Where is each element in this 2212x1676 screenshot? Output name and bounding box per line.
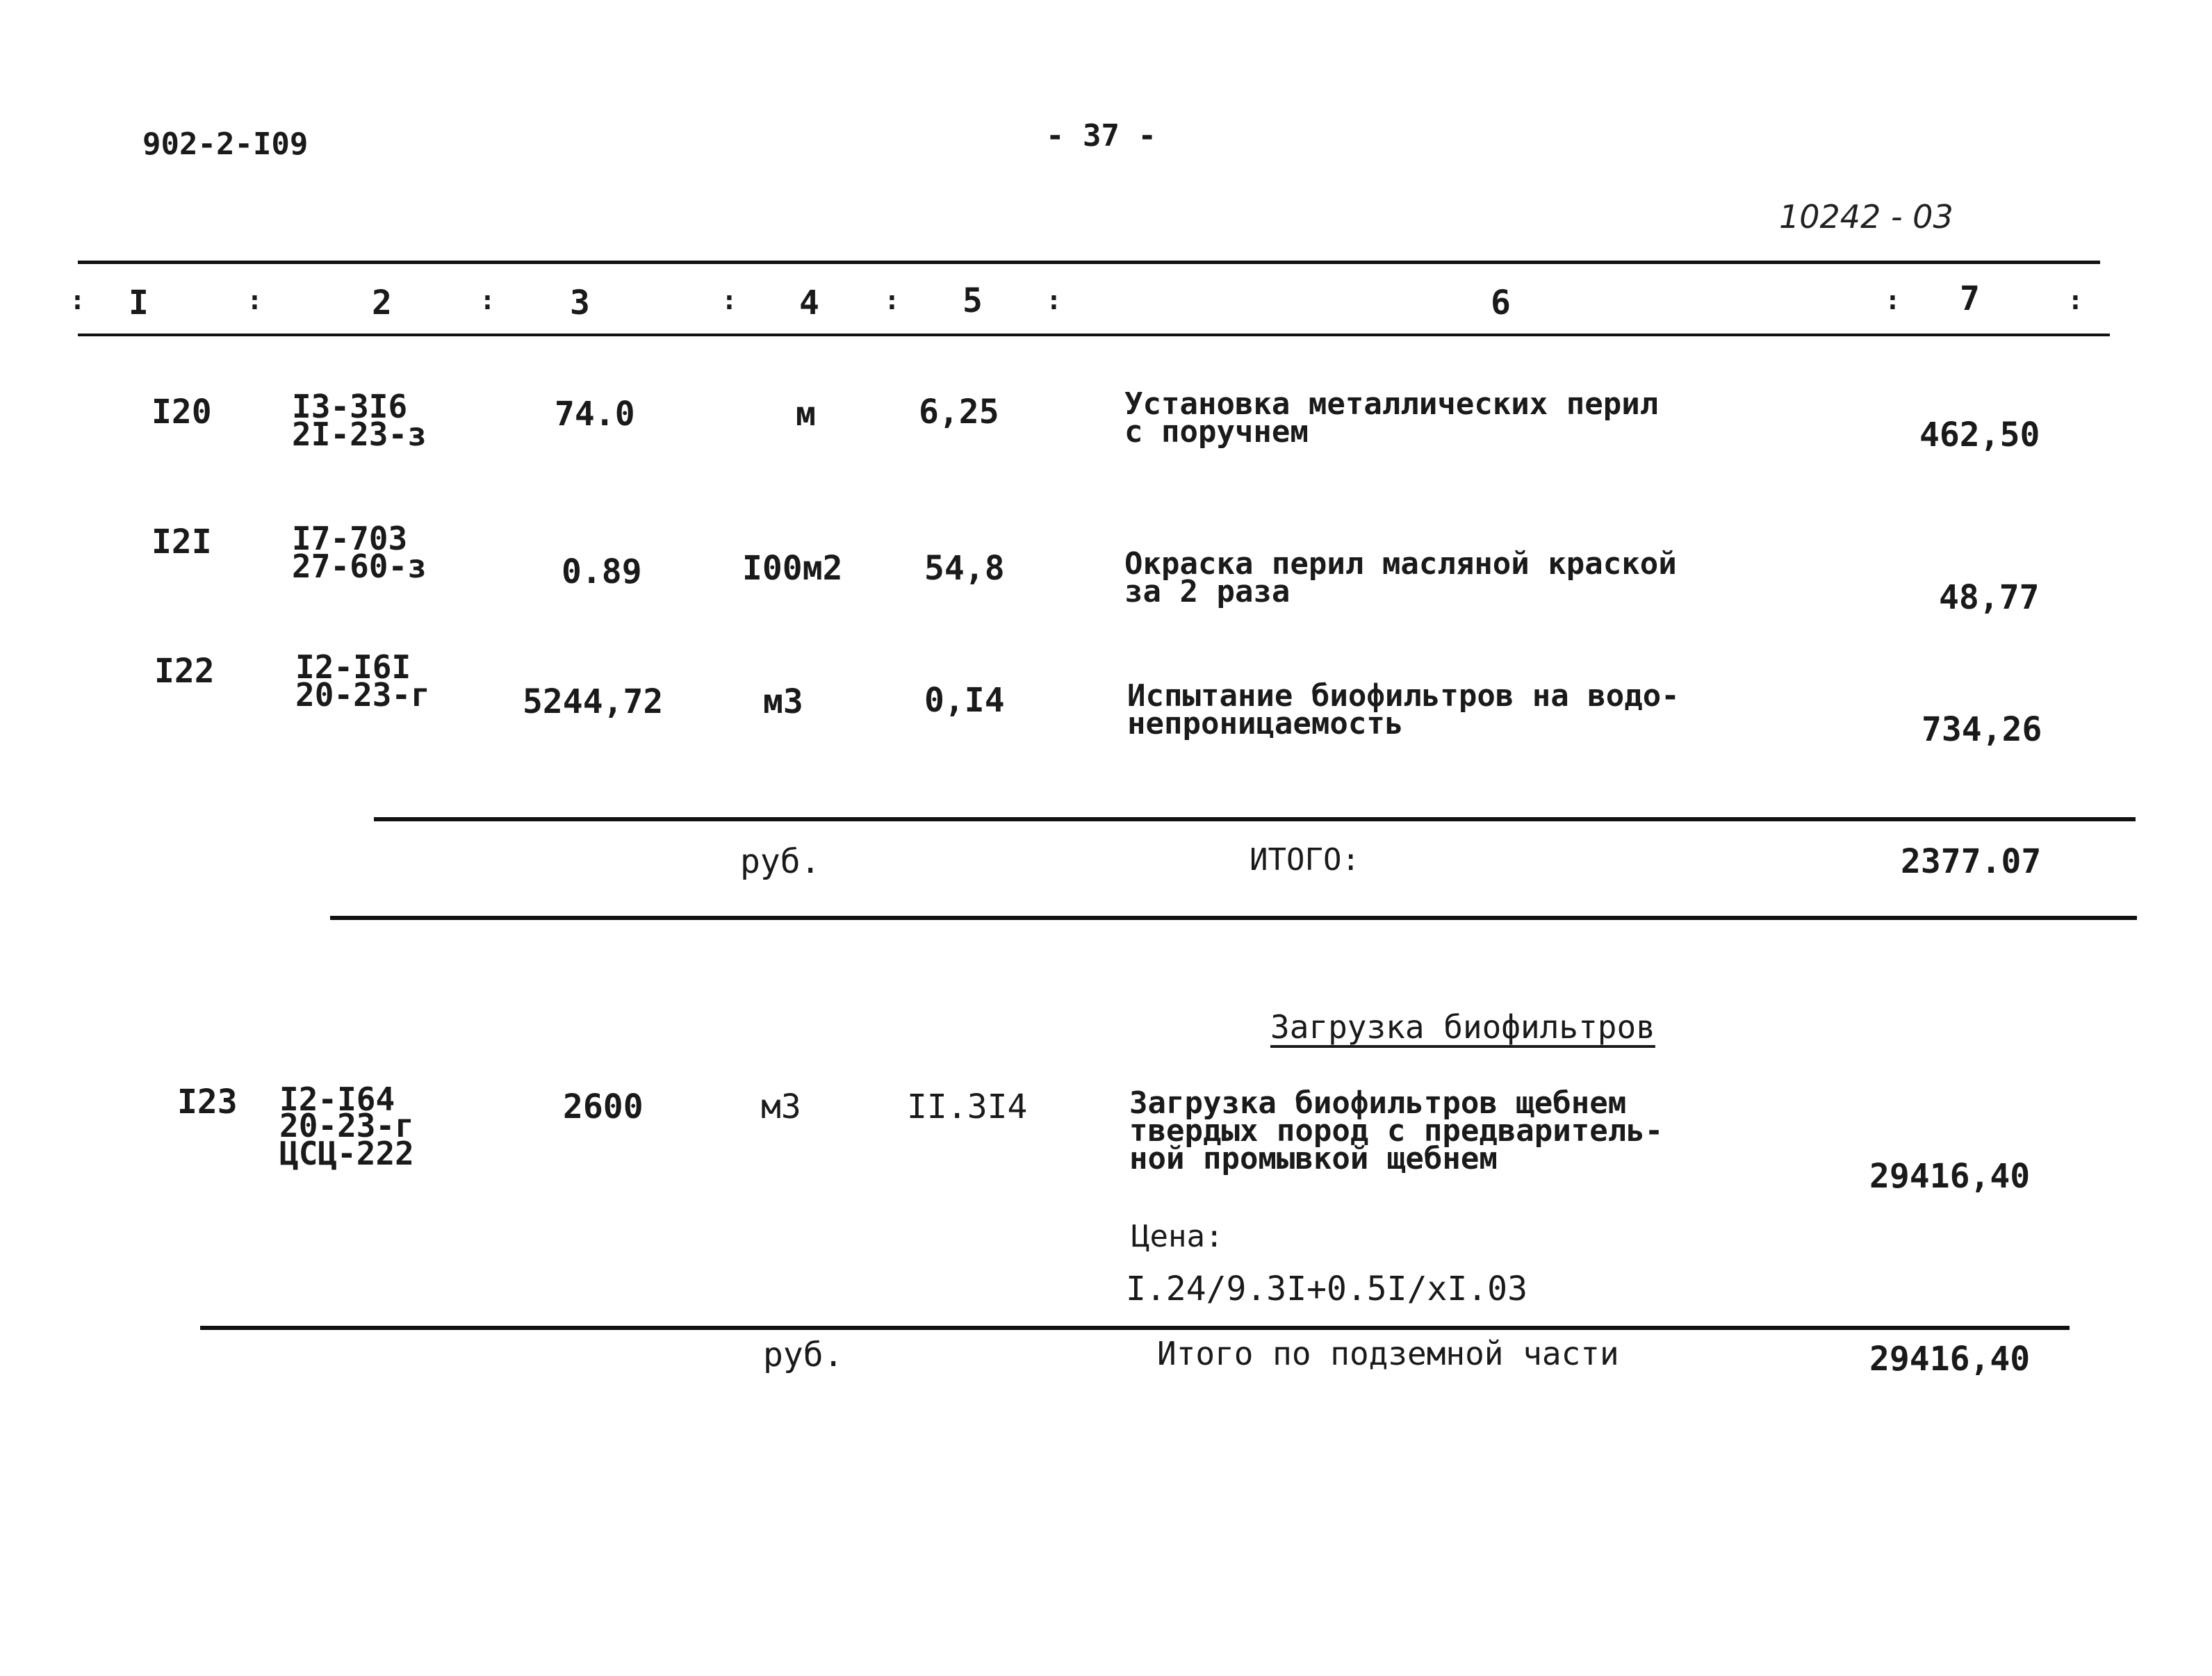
description-line: ной промывкой щебнем (1129, 1141, 1498, 1176)
row-code-2: 27-60-з (292, 548, 427, 585)
col-separator: : (1885, 285, 1901, 315)
row-description (1127, 678, 1680, 741)
row-code-3: ЦСЦ-222 (279, 1135, 414, 1172)
subtotal-unit: руб. (740, 842, 821, 881)
col-separator: : (247, 285, 263, 315)
row-number: I2I (151, 523, 212, 561)
description-line: Загрузка биофильтров щебнем (1129, 1085, 1627, 1121)
column-header-4: 4 (799, 284, 819, 322)
description-line: за 2 раза (1124, 574, 1291, 609)
col-separator: : (69, 285, 85, 315)
row-total: 734,26 (1922, 710, 2042, 749)
row-quantity: 74.0 (555, 395, 635, 434)
col-separator: : (884, 285, 900, 315)
row-number: I20 (151, 393, 212, 432)
subtotal-value: 2377.07 (1901, 842, 2042, 881)
grand-total-unit: руб. (763, 1336, 844, 1374)
row-code-1: I2-I64 (279, 1081, 395, 1118)
row-unit: I00м2 (742, 549, 843, 588)
document-number: 902-2-I09 (142, 126, 309, 162)
table-top-rule (78, 261, 2100, 264)
description-line: твердых пород с предваритель- (1129, 1113, 1664, 1149)
row-total: 462,50 (1919, 416, 2040, 454)
row-number: I23 (177, 1083, 238, 1122)
row-quantity: 0.89 (562, 552, 642, 591)
column-header-6: 6 (1491, 284, 1511, 322)
column-header-2: 2 (372, 284, 392, 322)
description-line: непроницаемость (1127, 706, 1404, 741)
col-separator: : (1046, 285, 1062, 315)
col-separator: : (480, 285, 495, 315)
row-description (1124, 546, 1677, 609)
row-unit-price: II.3I4 (907, 1087, 1028, 1126)
table-header-rule (78, 334, 2110, 336)
column-header-7: 7 (1960, 279, 1980, 318)
row-code-1: I2-I6I (295, 648, 411, 686)
column-header-3: 3 (570, 284, 590, 322)
subtotal-bottom-rule (330, 916, 2137, 920)
row-quantity: 5244,72 (523, 682, 664, 721)
row-unit-price: 6,25 (919, 393, 999, 432)
row-code-2: 20-23-г (295, 676, 430, 714)
column-header-1: I (129, 284, 149, 322)
grand-total-label: Итого по подземной части (1157, 1335, 1619, 1372)
page-number: - 37 - (1046, 118, 1156, 154)
description-line: Испытание биофильтров на водо- (1127, 678, 1680, 714)
description-line: с поручнем (1124, 414, 1309, 450)
row-number: I22 (154, 652, 215, 691)
row-unit: м3 (761, 1087, 801, 1126)
col-separator: : (721, 285, 737, 315)
row-unit-price: 0,I4 (924, 681, 1005, 720)
price-label: Цена: (1131, 1219, 1224, 1254)
grand-total-rule (200, 1326, 2070, 1330)
subtotal-label: ИТОГО: (1250, 842, 1360, 878)
subtotal-top-rule (374, 817, 2136, 821)
row-code-1: I7-703 (292, 520, 408, 557)
section-title: Загрузка биофильтров (1270, 1008, 1655, 1046)
row-total: 29416,40 (1869, 1157, 2031, 1196)
handwritten-code: 10242 - 03 (1779, 198, 1953, 236)
row-code-1: I3-3I6 (292, 388, 408, 425)
price-formula: I.24/9.3I+0.5I/xI.03 (1126, 1270, 1527, 1308)
row-quantity: 2600 (563, 1087, 644, 1126)
row-description (1129, 1085, 1664, 1176)
row-total: 48,77 (1939, 578, 2040, 617)
description-line: Окраска перил масляной краской (1124, 546, 1677, 582)
row-unit: м3 (763, 682, 803, 721)
column-header-5: 5 (962, 281, 983, 320)
description-line: Установка металлических перил (1124, 386, 1659, 422)
row-unit: м (796, 395, 816, 434)
row-code-2: 20-23-г (279, 1107, 414, 1144)
grand-total-value: 29416,40 (1869, 1340, 2031, 1379)
col-separator: : (2067, 285, 2083, 315)
row-code-2: 2I-23-з (292, 416, 427, 453)
row-unit-price: 54,8 (924, 549, 1005, 588)
row-description (1124, 386, 1659, 450)
